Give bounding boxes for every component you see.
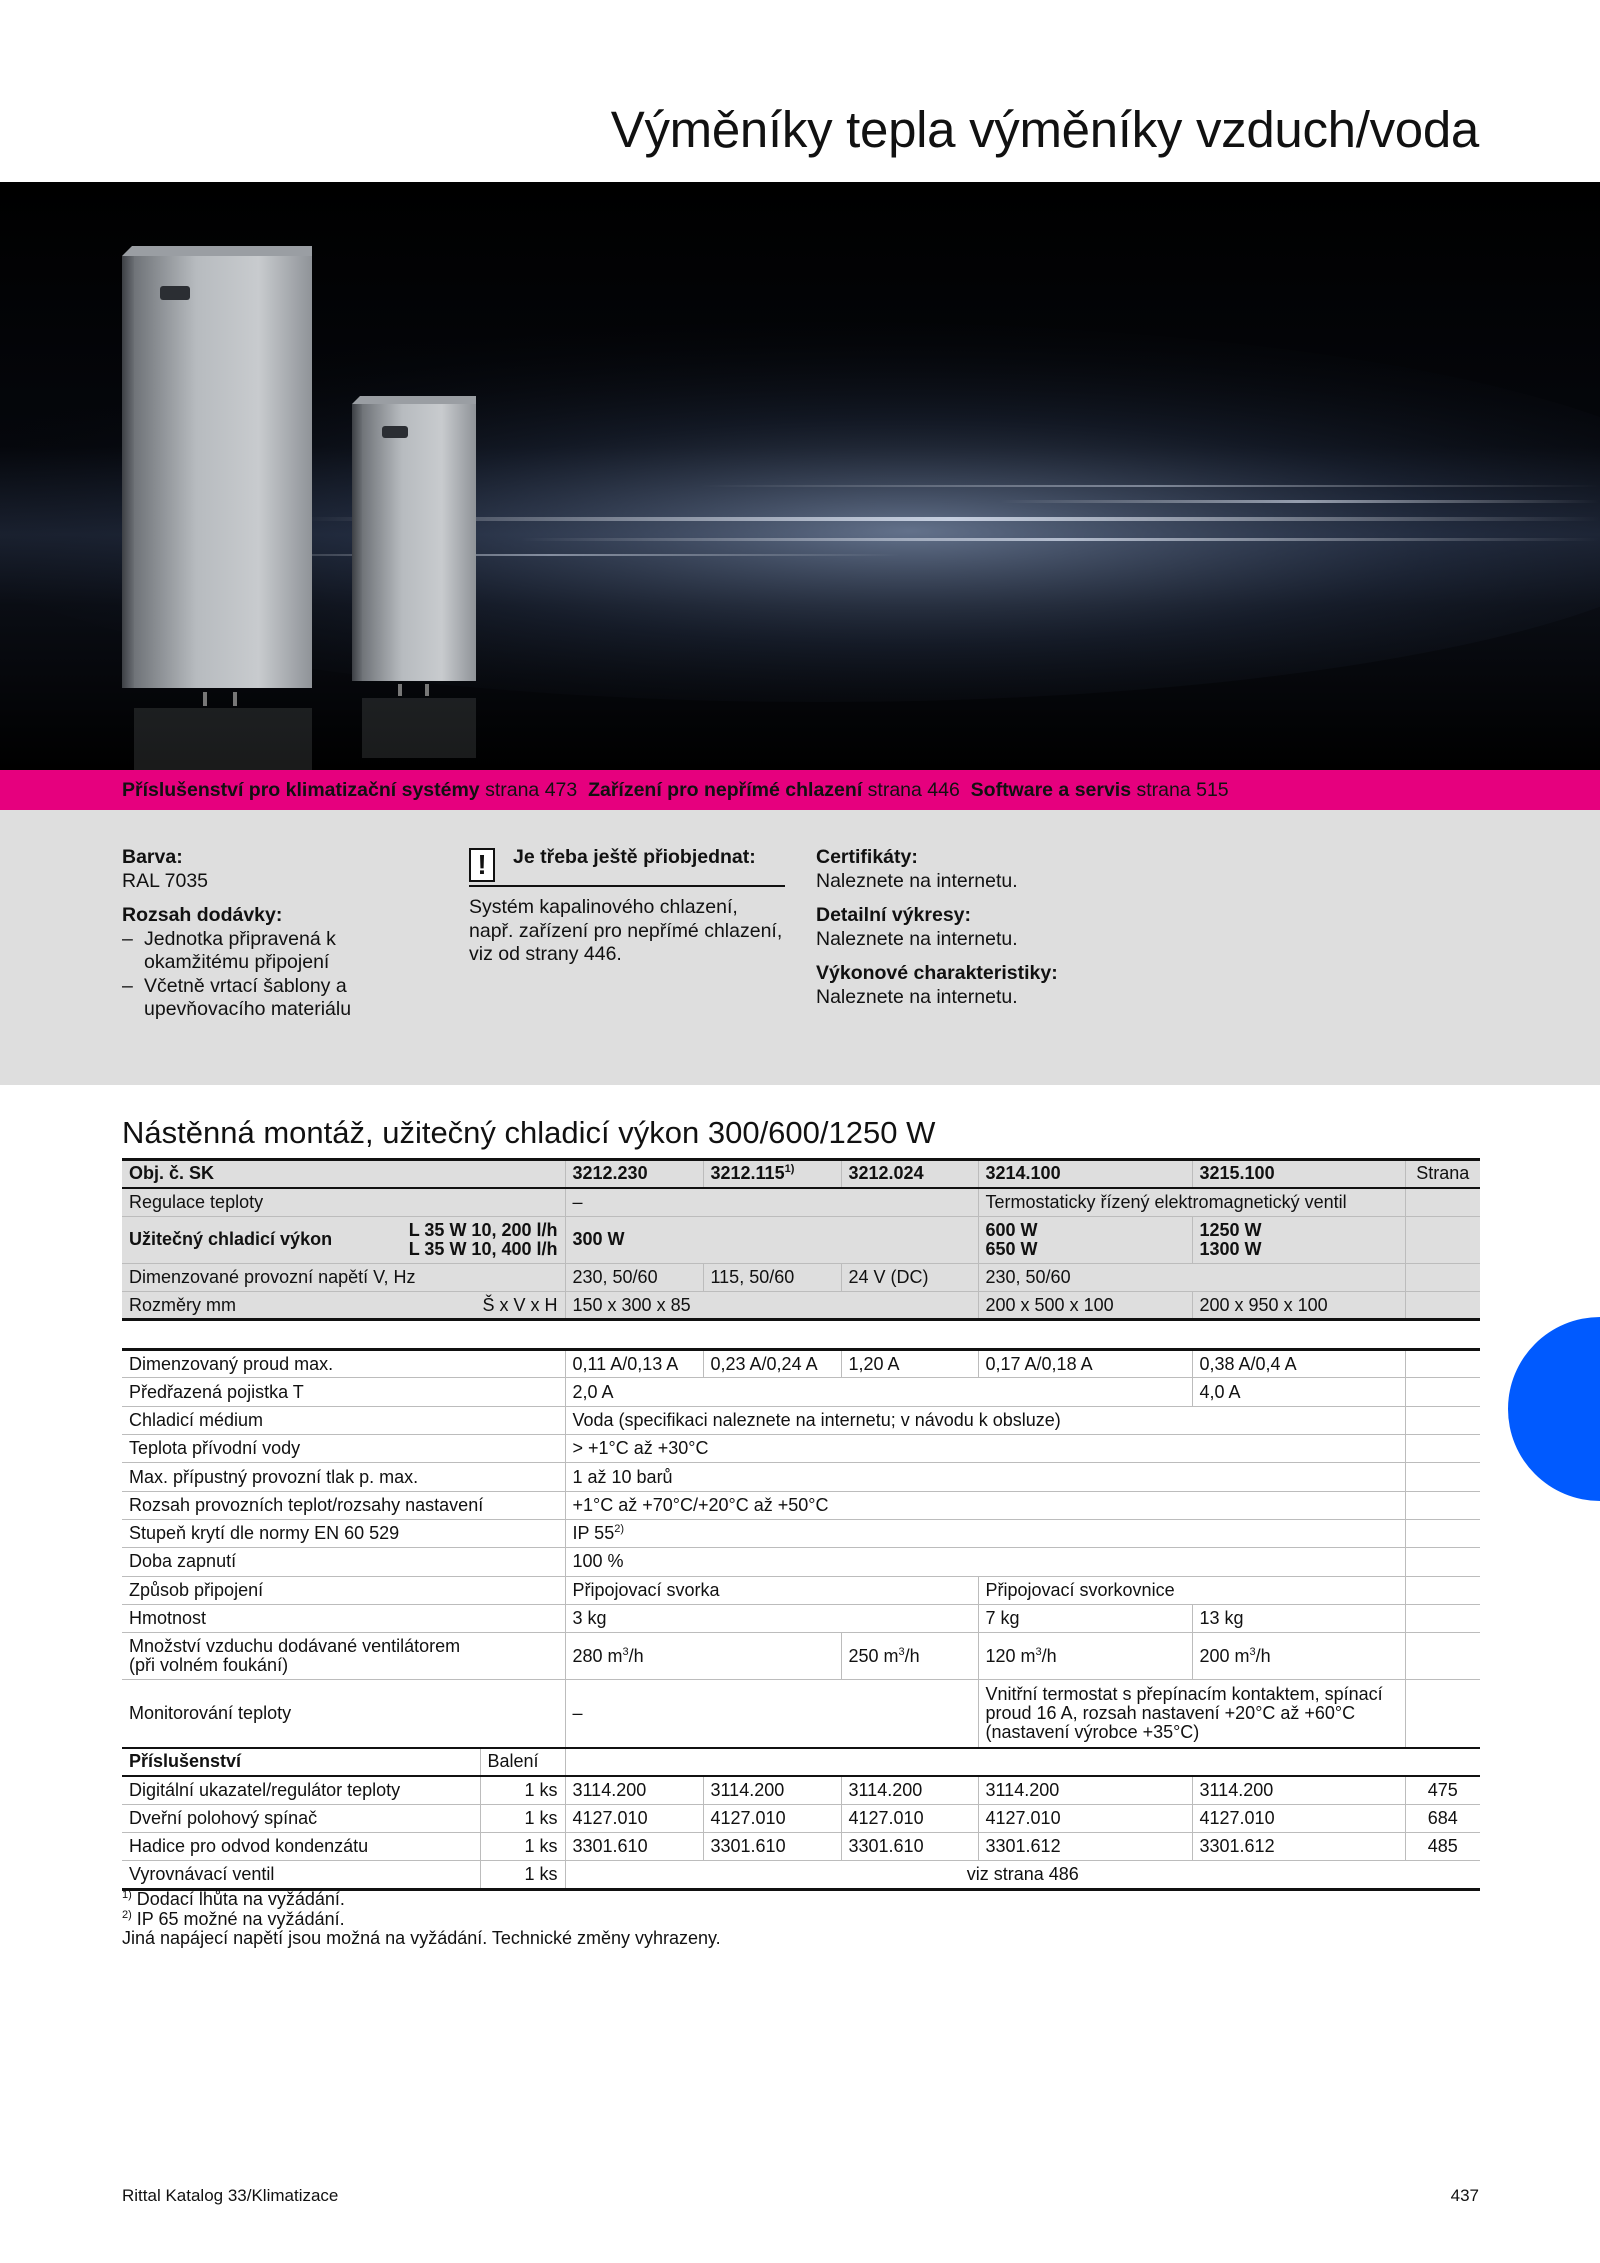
table-row: Hmotnost 3 kg 7 kg 13 kg [122,1604,1480,1632]
certificates-value: Naleznete na internetu. [816,869,1018,892]
page-title: Výměníky tepla výměníky vzduch/voda [610,101,1479,158]
product-photo [0,182,1600,770]
footnote-3: Jiná napájecí napětí jsou možná na vyžádání. Technické změny vyhrazeny. [122,1928,721,1948]
footnote-2: $^{2)}$ IP 65 možné na vyžádání. [122,1908,345,1929]
exclamation-icon: ! [469,848,495,882]
section-title: Nástěnná montáž, užitečný chladicí výkon 300/600/1250 W [122,1115,936,1150]
accessory-links-bar [0,770,1600,810]
info-column-color-delivery [122,846,422,1022]
page-column-header: Strana [1405,1160,1480,1188]
table-row: Regulace teploty – Termostaticky řízený elektromagnetický ventil [122,1188,1480,1216]
info-column-order-notice [469,846,785,967]
accessories-header-row [122,1748,1480,1776]
model-3214-100: 3214.100 [978,1160,1192,1188]
accessory-link-3-title[interactable]: Software a servis [970,779,1132,801]
certificates-label: Certifikáty: [816,846,918,868]
notice-label: Je třeba ještě přiobjednat: [513,846,756,868]
delivery-item: – Jednotka připravená k okamžitému připojení [122,928,422,975]
model-3212-024: 3212.024 [841,1160,978,1188]
table-row: Doba zapnutí 100 % [122,1548,1480,1576]
table-row: Stupeň krytí dle normy EN 60 529 IP 55$^{2)}$ [122,1519,1480,1547]
performance-value: Naleznete na internetu. [816,985,1018,1008]
model-3212-230: 3212.230 [565,1160,703,1188]
footnote-1: $^{1)}$ Dodací lhůta na vyžádání. [122,1889,345,1909]
model-3212-115: 3212.115$^{1)}$ [703,1160,841,1188]
page-number: 437 [1450,2186,1479,2205]
drawings-value: Naleznete na internetu. [816,927,1018,950]
table-row: Hadice pro odvod kondenzátu 1 ks 3301.610 3301.610 3301.610 3301.612 3301.612 485 [122,1833,1480,1861]
table-row: Předřazená pojistka T 2,0 A 4,0 A [122,1378,1480,1406]
footer-catalog-name: Rittal Katalog 33/Klimatizace [122,2186,339,2205]
table-row: Dveřní polohový spínač 1 ks 4127.010 4127.010 4127.010 4127.010 4127.010 684 [122,1804,1480,1832]
chapter-tab-marker [1508,1317,1600,1501]
table-row: Rozměry mm Š x V x H 150 x 300 x 85 200 x 500 x 100 200 x 950 x 100 [122,1291,1480,1319]
accessory-link-3-page: strana 515 [1136,779,1229,801]
info-column-downloads [816,846,1136,1009]
accessory-link-1-title[interactable]: Příslušenství pro klimatizační systémy [122,779,480,801]
table-row: Dimenzovaný proud max. 0,11 A/0,13 A 0,23 A/0,24 A 1,20 A 0,17 A/0,18 A 0,38 A/0,4 A [122,1350,1480,1378]
table-row: Teplota přívodní vody > +1°C až +30°C [122,1435,1480,1463]
accessories-label: Příslušenství [122,1748,480,1776]
info-panel [0,810,1600,1085]
table-header-row [122,1160,1480,1188]
table-row: Max. přípustný provozní tlak p. max. 1 až 10 barů [122,1463,1480,1491]
color-value: RAL 7035 [122,869,209,892]
delivery-item: – Včetně vrtací šablony a upevňovacího materiálu [122,975,422,1022]
performance-label: Výkonové charakteristiky: [816,962,1058,984]
drawings-label: Detailní výkresy: [816,904,972,926]
accessory-link-2-page: strana 446 [867,779,960,801]
notice-text: Systém kapalinového chlazení, např. zařízení pro nepřímé chlazení, viz od strany 446. [469,896,783,965]
order-number-label: Obj. č. SK [122,1160,565,1188]
table-row: Způsob připojení Připojovací svorka Připojovací svorkovnice [122,1576,1480,1604]
accessory-link-2-title[interactable]: Zařízení pro nepřímé chlazení [588,779,863,801]
footnotes [122,1890,721,1949]
accessory-link-1-page: strana 473 [485,779,578,801]
spec-table [122,1158,1480,1891]
packaging-label: Balení [480,1748,565,1776]
model-3215-100: 3215.100 [1192,1160,1405,1188]
table-row: Užitečný chladicí výkon L 35 W 10, 200 l/h L 35 W 10, 400 l/h 300 W 600 W 650 W 1250 W 1300 W [122,1216,1480,1263]
table-row: Digitální ukazatel/regulátor teploty 1 ks 3114.200 3114.200 3114.200 3114.200 3114.200 475 [122,1776,1480,1804]
color-label: Barva: [122,846,183,868]
notice-header [469,846,785,887]
table-row: Množství vzduchu dodávané ventilátorem (při volném foukání) 280 $m^3/h$ 250 $m^3/h$ 120 $m^3/h$ 200 $m^3/h$ [122,1633,1480,1680]
table-row: Monitorování teploty – Vnitřní termostat s přepínacím kontaktem, spínací proud 16 A, rozsah nastavení +20°C až +60°C (nastavení výrobce +35°C) [122,1680,1480,1748]
delivery-scope-label: Rozsah dodávky: [122,904,283,926]
table-row: Chladicí médium Voda (specifikaci naleznete na internetu; v návodu k obsluze) [122,1406,1480,1434]
table-row: Vyrovnávací ventil 1 ks viz strana 486 [122,1861,1480,1889]
table-row: Rozsah provozních teplot/rozsahy nastavení +1°C až +70°C/+20°C až +50°C [122,1491,1480,1519]
table-row: Dimenzované provozní napětí V, Hz 230, 50/60 115, 50/60 24 V (DC) 230, 50/60 [122,1263,1480,1291]
